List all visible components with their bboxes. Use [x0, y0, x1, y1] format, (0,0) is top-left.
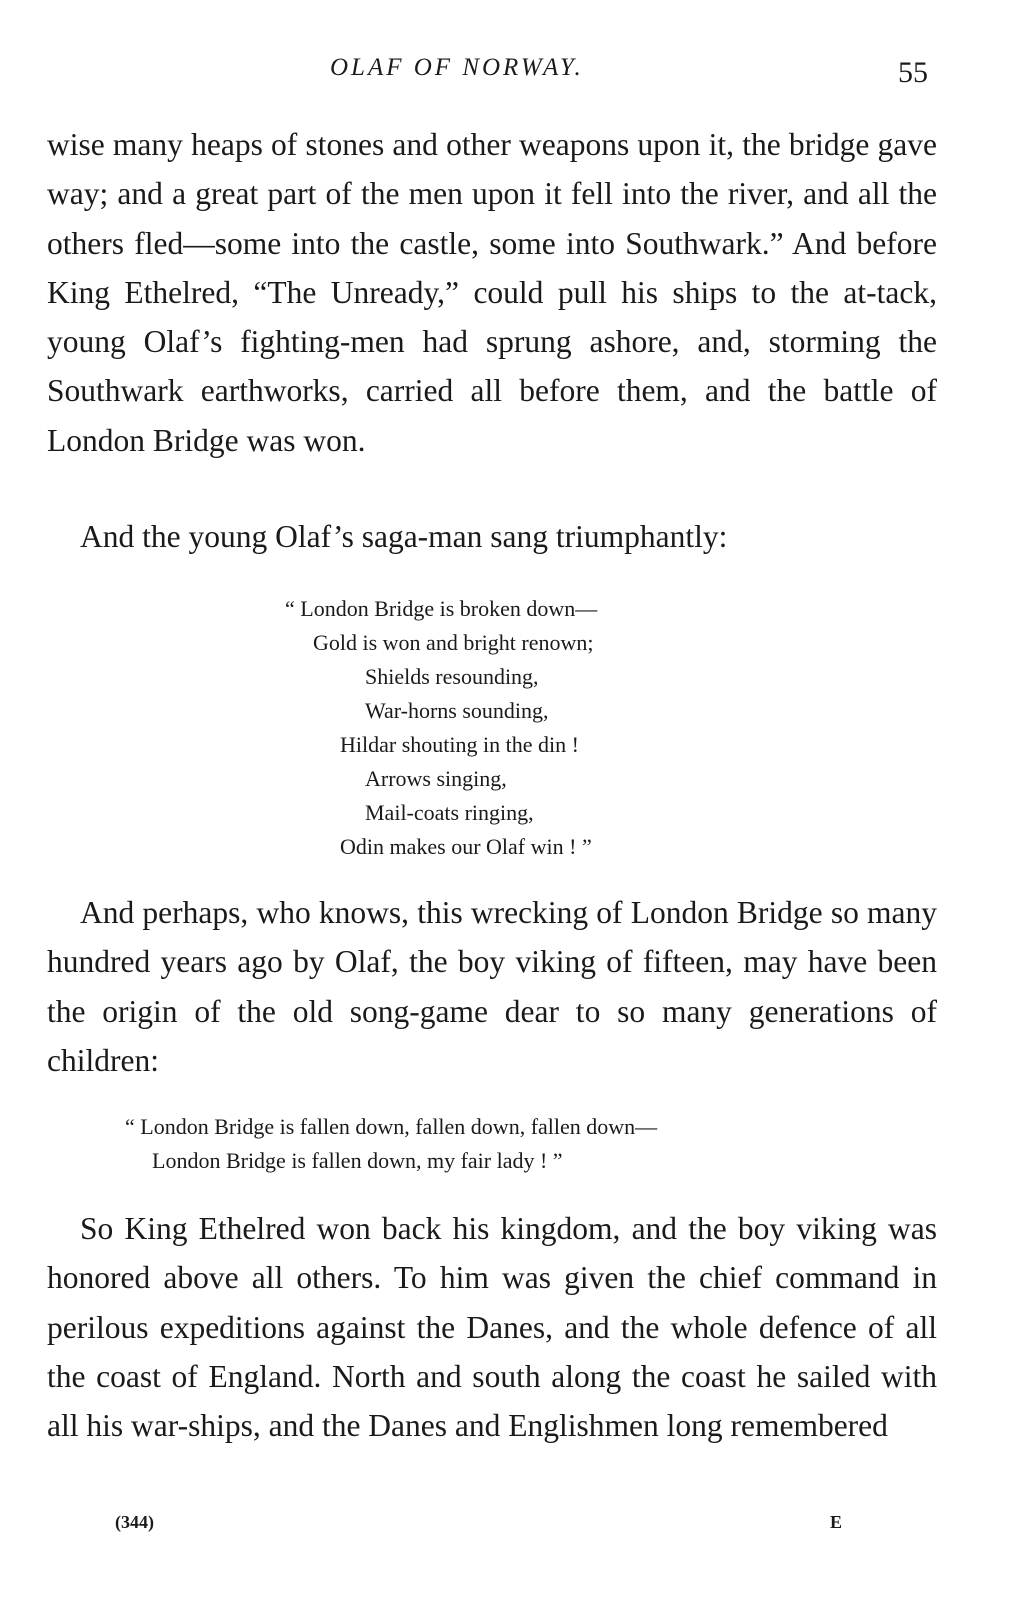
- verse-line: Shields resounding,: [365, 664, 539, 689]
- paragraph-4: So King Ethelred won back his kingdom, and the boy viking was honored above all others. To him was given the chief command in perilous expeditions against the Danes, and the whole defence of all the coast of England. North and south along the coast he sailed with all his war-ships, and the Danes and Englishmen long remembered: [47, 1211, 937, 1444]
- paragraph-3: And perhaps, who knows, this wrecking of London Bridge so many hundred years ago by Olaf, the boy viking of fifteen, may have been the origin of the old song-game dear to so many generations of children:: [47, 895, 937, 1078]
- gathering-mark: E: [830, 1512, 843, 1532]
- running-head: [0, 50, 1009, 90]
- paragraph-2: And the young Olaf’s saga-man sang triumphantly:: [80, 519, 728, 554]
- verse-saga-song: [285, 592, 597, 864]
- signature-mark: (344): [115, 1512, 154, 1532]
- verse-line: Odin makes our Olaf win ! ”: [340, 834, 592, 859]
- page-number: 55: [898, 56, 928, 89]
- verse-line: London Bridge is fallen down, my fair lady ! ”: [152, 1148, 563, 1173]
- verse-line: “ London Bridge is fallen down, fallen down, fallen down—: [125, 1114, 658, 1139]
- verse-line: “ London Bridge is broken down—: [285, 596, 598, 621]
- page-footer: [0, 1512, 1009, 1542]
- running-title: OLAF OF NORWAY.: [330, 54, 584, 81]
- verse-line: Mail-coats ringing,: [365, 800, 534, 825]
- verse-nursery-rhyme: [125, 1110, 657, 1178]
- verse-line: Gold is won and bright renown;: [313, 630, 594, 655]
- verse-line: War-horns sounding,: [365, 698, 549, 723]
- verse-line: Arrows singing,: [365, 766, 507, 791]
- verse-line: Hildar shouting in the din !: [340, 732, 579, 757]
- paragraph-1: wise many heaps of stones and other weapons upon it, the bridge gave way; and a great part of the men upon it fell into the river, and all the others fled—some into the castle, some into Southwark.” And before King Ethelred, “The Unready,” could pull his ships to the at-tack, young Olaf’s fighting-men had sprung ashore, and, storming the Southwark earthworks, carried all before them, and the battle of London Bridge was won.: [47, 127, 937, 458]
